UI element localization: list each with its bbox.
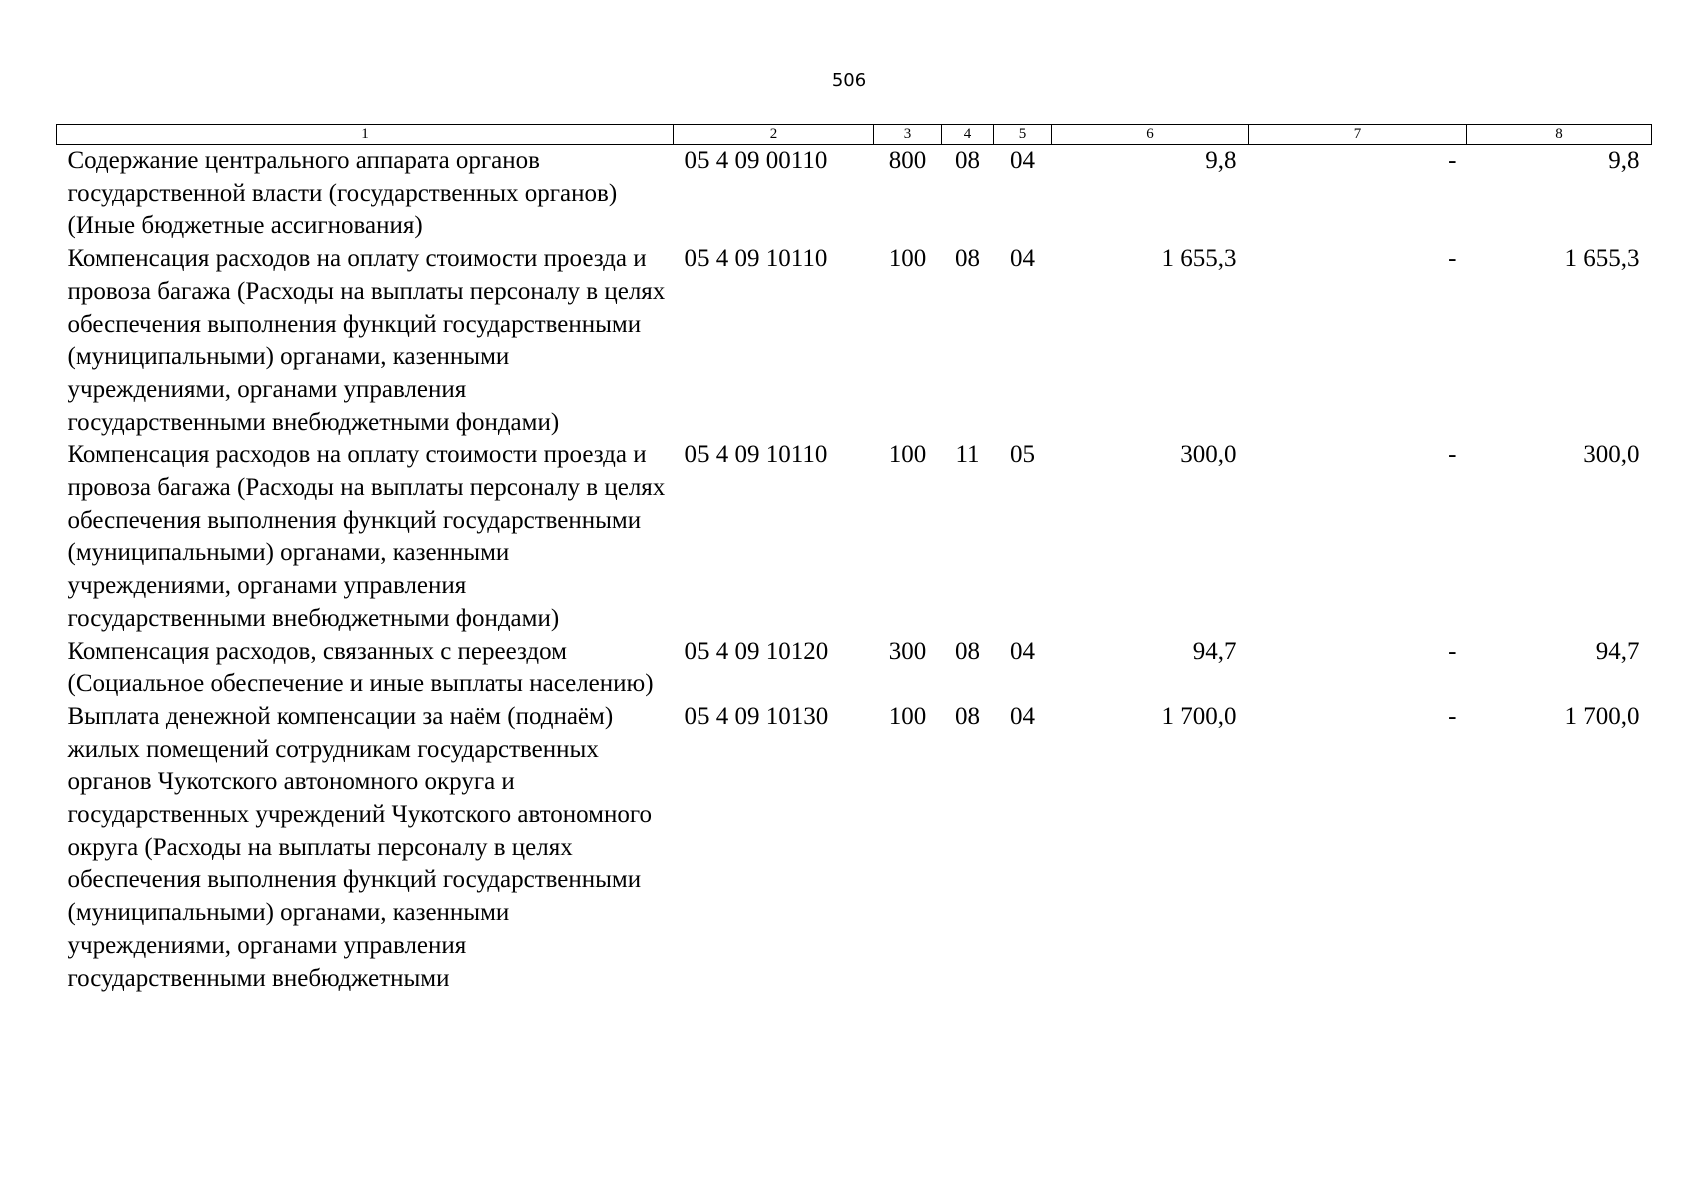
page-number: 506 [831, 70, 867, 91]
header-col-3: 3 [874, 125, 942, 145]
row-total: 300,0 [1583, 441, 1640, 469]
row-subsection: 04 [1010, 245, 1035, 273]
header-col-7: 7 [1249, 125, 1467, 145]
row-subsection: 05 [1010, 441, 1035, 469]
row-expense-type: 800 [888, 147, 927, 174]
row-section: 11 [955, 441, 980, 469]
row-expense-type: 300 [888, 637, 927, 665]
table-row [57, 439, 1652, 635]
row-sum: 300,0 [1180, 441, 1237, 469]
row-section: 08 [955, 702, 980, 730]
row-description: Компенсация расходов на оплату стоимости проезда и провоза багажа (Расходы на выплаты персоналу в целях обеспечения выполнения функций государственными (муниципальными) органами, казенными учреждениями, органами управления государственными внебюджетными фондами) [67, 245, 666, 436]
row-section: 08 [955, 147, 980, 174]
header-row [57, 125, 1652, 145]
row-expense-type: 100 [888, 702, 927, 730]
table-row [57, 145, 1652, 244]
row-total: 1 700,0 [1564, 702, 1640, 730]
row-description: Компенсация расходов, связанных с переездом (Социальное обеспечение и иные выплаты населению) [67, 637, 654, 698]
row-target-code: 05 4 09 10110 [684, 245, 828, 273]
row-target-code: 05 4 09 10130 [684, 702, 829, 730]
row-target-code: 05 4 09 10120 [684, 637, 829, 665]
row-subsection: 04 [1010, 702, 1035, 730]
row-section: 08 [955, 245, 980, 273]
header-col-4: 4 [942, 125, 994, 145]
row-description: Содержание центрального аппарата органов государственной власти (государственных органов) (Иные бюджетные ассигнования) [67, 147, 618, 240]
row-sum: 9,8 [1205, 147, 1237, 174]
row-change: - [1448, 147, 1457, 174]
row-expense-type: 100 [888, 245, 927, 273]
row-change: - [1448, 245, 1457, 273]
table-row [57, 701, 1652, 995]
row-change: - [1448, 637, 1457, 665]
row-sum: 1 655,3 [1161, 245, 1237, 273]
header-col-1: 1 [57, 125, 674, 145]
header-col-5: 5 [994, 125, 1052, 145]
row-total: 94,7 [1595, 637, 1640, 665]
row-subsection: 04 [1010, 147, 1035, 174]
row-description: Компенсация расходов на оплату стоимости проезда и провоза багажа (Расходы на выплаты персоналу в целях обеспечения выполнения функций государственными (муниципальными) органами, казенными учреждениями, органами управления государственными внебюджетными фондами) [67, 441, 666, 632]
table-body [57, 145, 1652, 996]
budget-table [56, 124, 1652, 995]
row-section: 08 [955, 637, 980, 665]
row-target-code: 05 4 09 10110 [684, 441, 828, 469]
row-subsection: 04 [1010, 637, 1035, 665]
row-change: - [1448, 441, 1457, 469]
row-description: Выплата денежной компенсации за наём (поднаём) жилых помещений сотрудникам государственных органов Чукотского автономного округа и государственных учреждений Чукотского автономного округа (Расходы на выплаты персоналу в целях обеспечения выполнения функций государственными (муниципальными) органами, казенными учреждениями, органами управления государственными внебюджетными [67, 702, 652, 992]
row-target-code: 05 4 09 00110 [684, 147, 828, 174]
table-row [57, 243, 1652, 439]
table-row [57, 636, 1652, 701]
header-col-8: 8 [1467, 125, 1652, 145]
header-col-6: 6 [1052, 125, 1249, 145]
row-change: - [1448, 702, 1457, 730]
row-expense-type: 100 [888, 441, 927, 469]
header-col-2: 2 [674, 125, 874, 145]
row-total: 1 655,3 [1564, 245, 1640, 273]
row-sum: 94,7 [1192, 637, 1237, 665]
table-header [57, 125, 1652, 145]
row-total: 9,8 [1608, 147, 1640, 174]
row-sum: 1 700,0 [1161, 702, 1237, 730]
